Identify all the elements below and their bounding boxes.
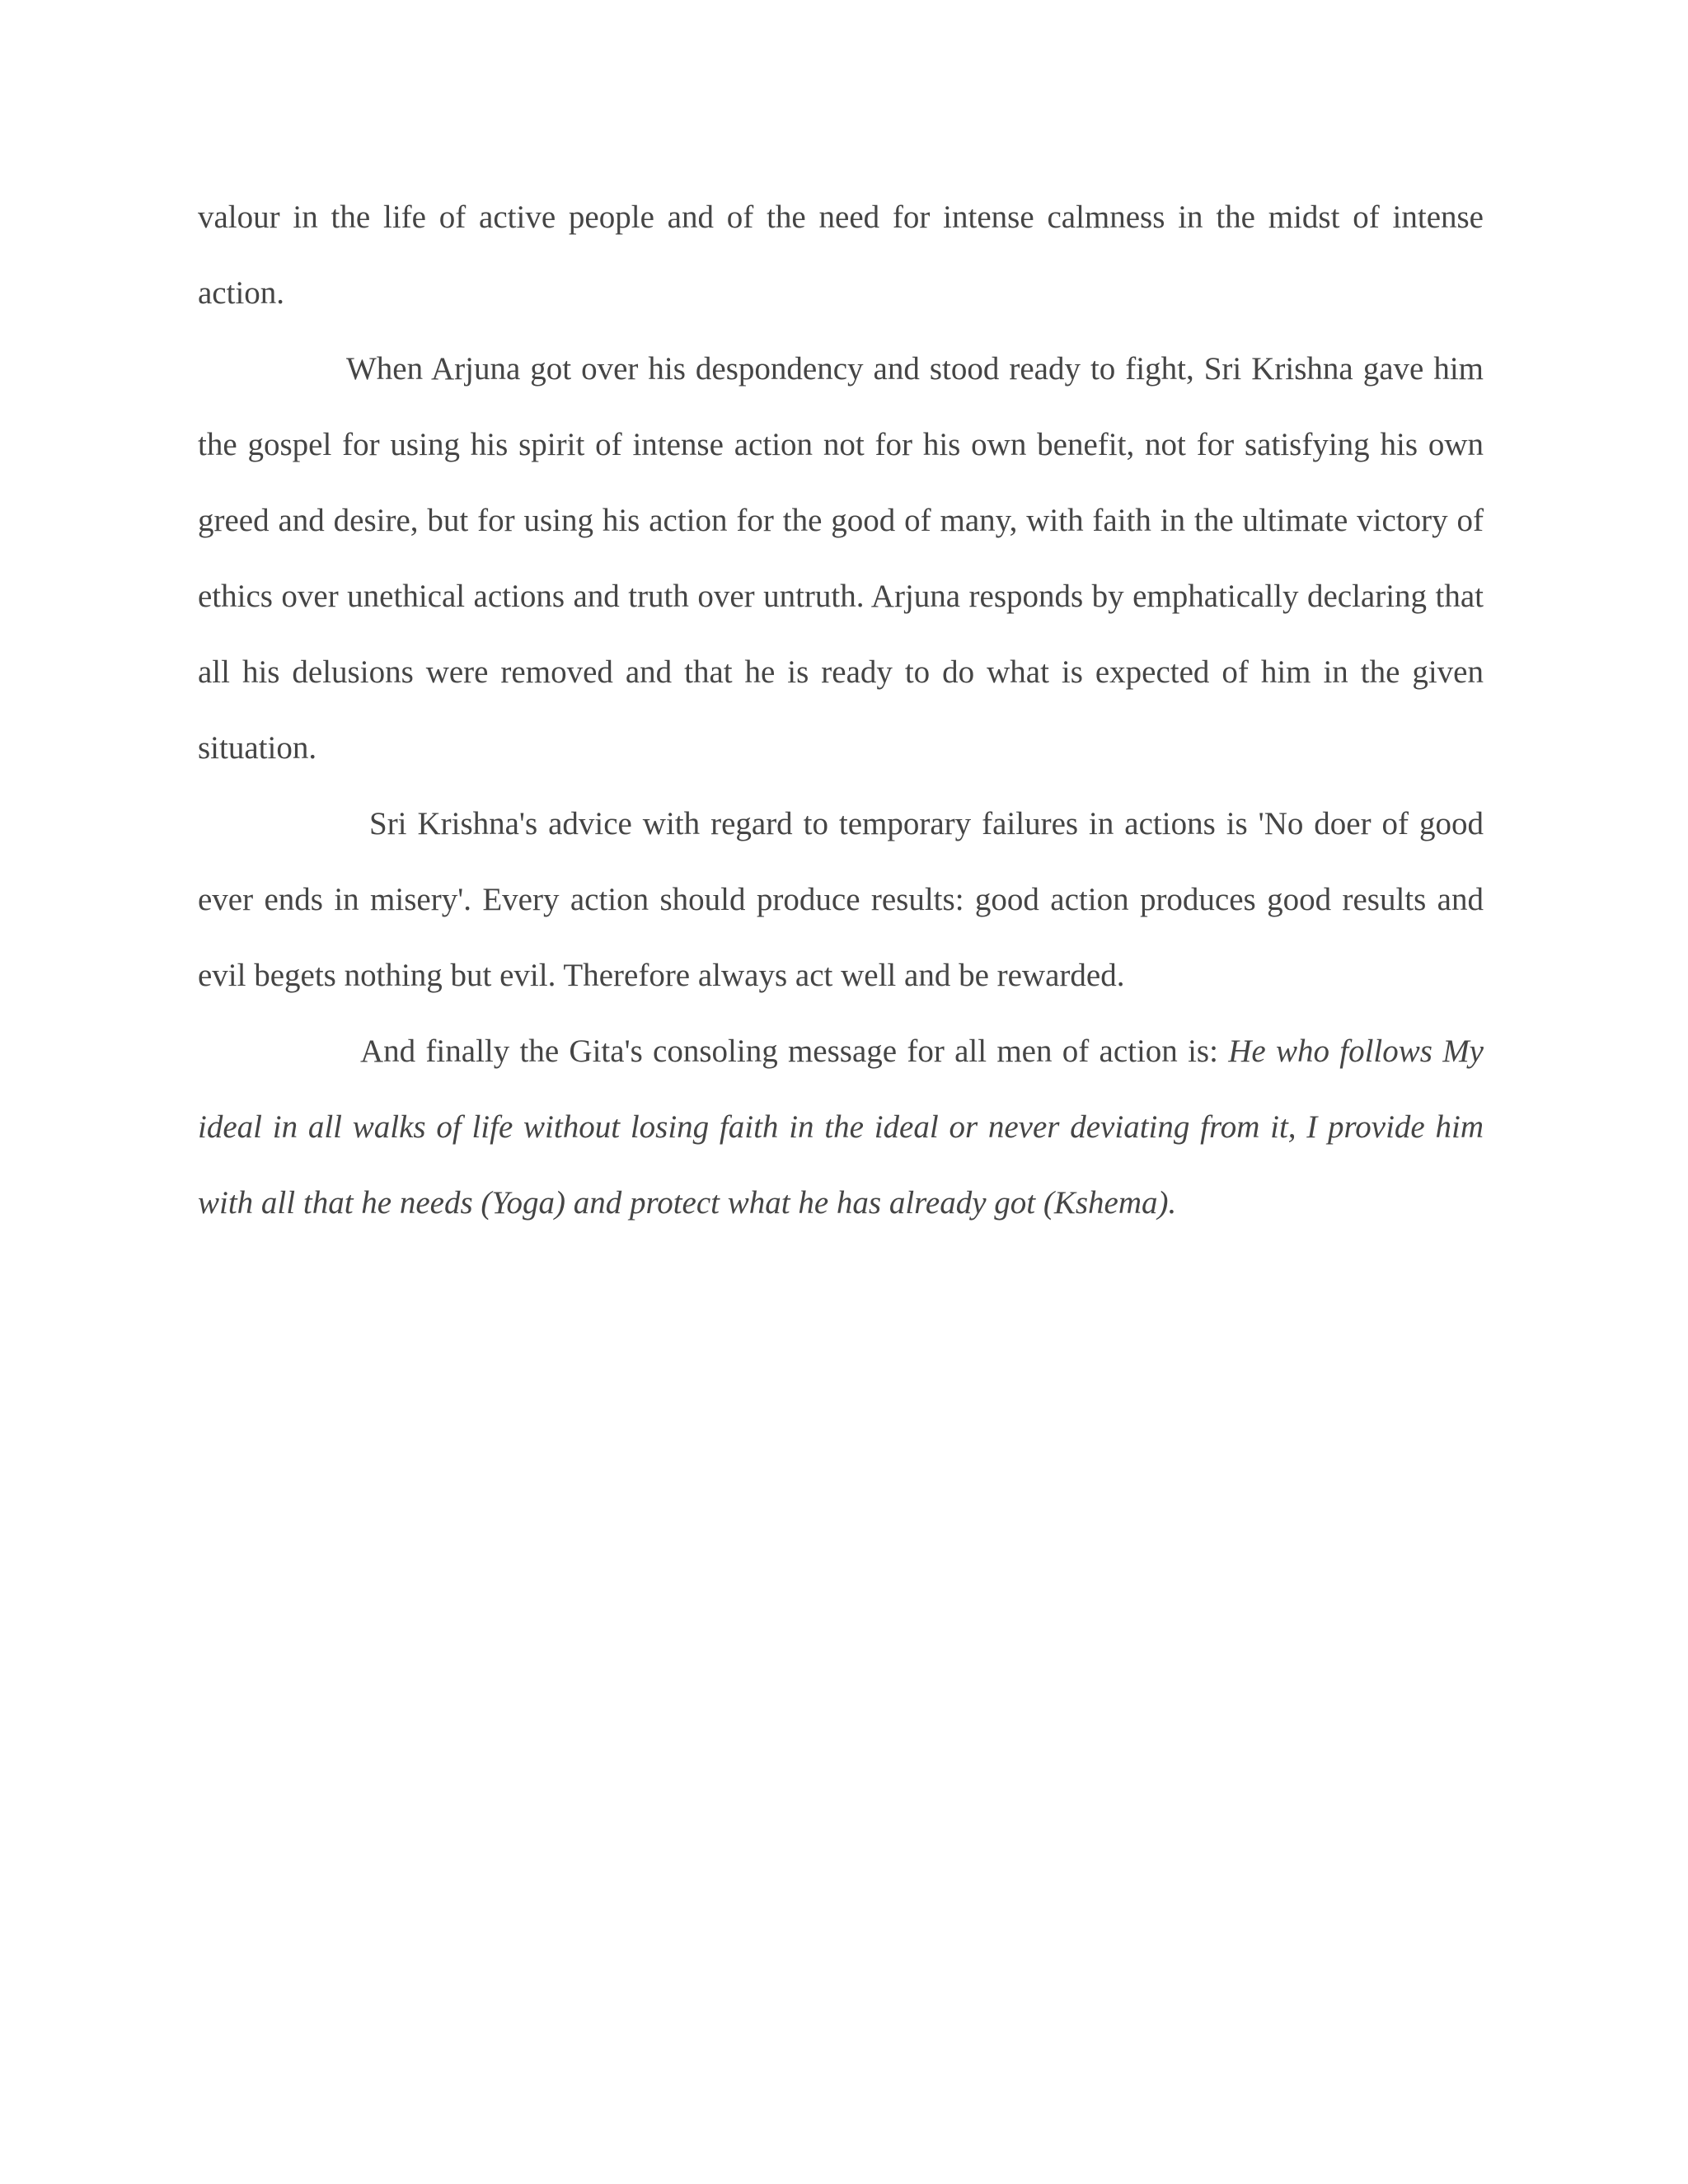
paragraph-1 bbox=[198, 180, 1484, 331]
paragraph-2-text: When Arjuna got over his despondency and stood ready to fight, Sri Krishna gave him the gospel for using his spirit of intense action not for his own benefit, not for satisfying his own greed and desire, but for using his action for the good of many, with faith in the ultimate victory of ethics over unethical actions and truth over untruth. Arjuna responds by emphatically declaring that all his delusions were removed and that he is ready to do what is expected of him in the given situation. bbox=[198, 351, 1484, 766]
body-text bbox=[198, 180, 1484, 1241]
paragraph-1-text: valour in the life of active people and of the need for intense calmness in the midst of intense action. bbox=[198, 199, 1484, 311]
paragraph-3 bbox=[198, 786, 1484, 1014]
paragraph-3-text: Sri Krishna's advice with regard to temporary failures in actions is 'No doer of good ever ends in misery'. Every action should produce results: good action produces good results and evil begets nothing but evil. Therefore always act well and be rewarded. bbox=[198, 806, 1484, 993]
paragraph-4-text: And finally the Gita's consoling message for all men of action is: bbox=[360, 1033, 1229, 1069]
paragraph-4 bbox=[198, 1014, 1484, 1241]
paragraph-2 bbox=[198, 331, 1484, 786]
paragraph-4-quote: He who follows My ideal in all walks of life without losing faith in the ideal or never deviating from it, I provide him with all that he needs (Yoga) and protect what he has already got (Kshema). bbox=[198, 1033, 1484, 1221]
